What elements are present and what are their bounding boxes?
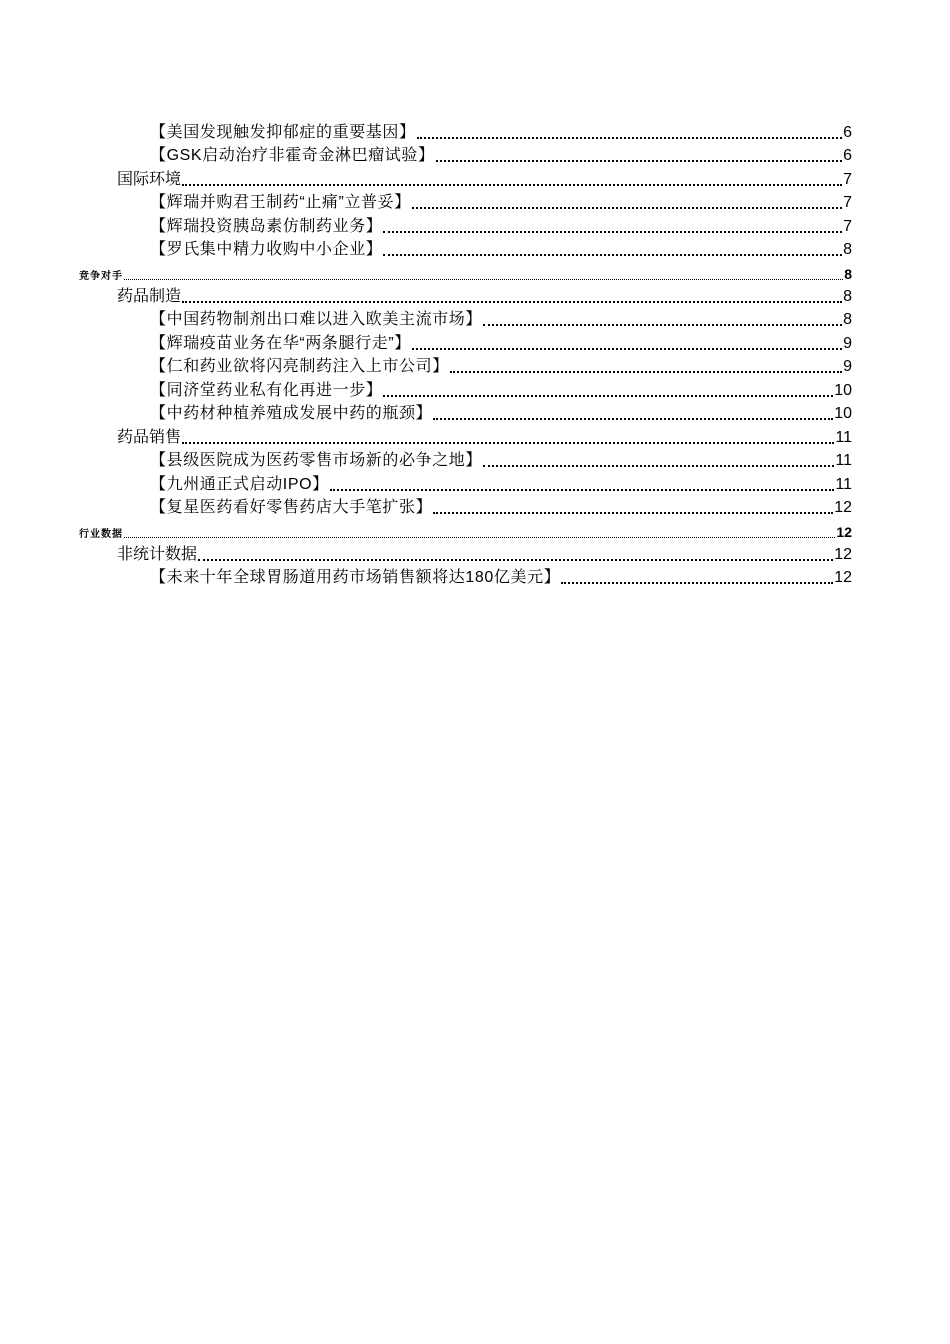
toc-chapter-entry[interactable] (0, 517, 950, 540)
toc-entry[interactable] (0, 236, 950, 260)
toc-section-title: 药品销售 (117, 428, 182, 446)
toc-dot-leader (198, 543, 833, 561)
toc-page-number: 10 (834, 405, 852, 422)
toc-entry[interactable] (0, 400, 950, 424)
toc-page-number: 12 (834, 545, 852, 563)
toc-dot-leader (124, 527, 835, 538)
toc-entry[interactable] (0, 470, 950, 494)
toc-chapter-entry[interactable] (0, 259, 950, 282)
toc-dot-leader (433, 496, 833, 514)
toc-entry[interactable] (0, 118, 950, 142)
table-of-contents (0, 118, 950, 587)
toc-page-number: 8 (843, 311, 852, 328)
toc-entry-title: 【美国发现触发抑郁症的重要基因】 (150, 123, 416, 141)
toc-page-number: 12 (834, 569, 852, 586)
toc-page-number: 6 (843, 123, 852, 141)
toc-section-title: 国际环境 (117, 170, 182, 188)
toc-section-entry[interactable] (0, 165, 950, 189)
toc-entry-title: 【罗氏集中精力收购中小企业】 (150, 241, 383, 258)
toc-dot-leader (383, 215, 842, 233)
toc-page-number: 11 (835, 428, 852, 446)
toc-page-number: 12 (836, 524, 852, 540)
toc-dot-leader (330, 473, 835, 491)
toc-page-number: 11 (835, 452, 852, 469)
toc-entry-title: 【辉瑞投资胰岛素仿制药业务】 (150, 217, 383, 235)
toc-page-number: 8 (843, 241, 852, 258)
toc-chapter-title: 竞争对手 (79, 271, 123, 282)
toc-entry[interactable] (0, 494, 950, 518)
toc-page-number: 7 (843, 217, 852, 235)
toc-section-title: 非统计数据 (117, 545, 198, 563)
toc-dot-leader (182, 285, 842, 303)
toc-dot-leader (450, 355, 842, 373)
toc-dot-leader (124, 269, 843, 280)
toc-entry-title: 【辉瑞疫苗业务在华“两条腿行走”】 (150, 334, 411, 352)
toc-entry-title: 【中药材种植养殖成发展中药的瓶颈】 (150, 405, 433, 422)
toc-dot-leader (383, 379, 833, 397)
toc-entry[interactable] (0, 353, 950, 377)
toc-dot-leader (483, 449, 834, 467)
toc-entry[interactable] (0, 306, 950, 330)
toc-dot-leader (483, 308, 842, 326)
toc-page-number: 12 (834, 499, 852, 516)
toc-dot-leader (182, 168, 842, 186)
toc-entry-title: 【同济堂药业私有化再进一步】 (150, 381, 383, 399)
toc-entry[interactable] (0, 142, 950, 166)
toc-entry-title: 【辉瑞并购君王制药“止痛”立普妥】 (150, 194, 411, 211)
toc-entry-title: 【九州通正式启动IPO】 (150, 475, 329, 493)
toc-entry[interactable] (0, 564, 950, 588)
toc-entry-title: 【县级医院成为医药零售市场新的必争之地】 (150, 452, 483, 469)
toc-page-number: 9 (843, 334, 852, 352)
toc-entry[interactable] (0, 329, 950, 353)
toc-entry-title: 【中国药物制剂出口难以进入欧美主流市场】 (150, 311, 483, 328)
toc-entry-title: 【复星医药看好零售药店大手笔扩张】 (150, 499, 433, 516)
toc-page-number: 7 (843, 194, 852, 211)
toc-dot-leader (182, 426, 834, 444)
toc-page-number: 7 (843, 170, 852, 188)
toc-entry-title: 【GSK启动治疗非霍奇金淋巴瘤试验】 (150, 147, 435, 164)
toc-entry[interactable] (0, 447, 950, 471)
toc-chapter-title: 行业数据 (79, 529, 123, 540)
toc-entry[interactable] (0, 189, 950, 213)
toc-entry[interactable] (0, 376, 950, 400)
toc-dot-leader (412, 332, 842, 350)
toc-entry[interactable] (0, 212, 950, 236)
toc-section-entry[interactable] (0, 540, 950, 564)
toc-section-entry[interactable] (0, 282, 950, 306)
toc-section-title: 药品制造 (117, 287, 182, 305)
toc-page-number: 9 (843, 358, 852, 375)
toc-page-number: 11 (835, 475, 852, 493)
toc-dot-leader (412, 191, 842, 209)
toc-section-entry[interactable] (0, 423, 950, 447)
toc-dot-leader (561, 566, 833, 584)
toc-page-number: 8 (843, 287, 852, 305)
toc-dot-leader (436, 144, 843, 162)
toc-entry-title: 【未来十年全球胃肠道用药市场销售额将达180亿美元】 (150, 569, 561, 586)
toc-page-number: 6 (843, 147, 852, 164)
toc-dot-leader (383, 238, 842, 256)
toc-dot-leader (433, 402, 833, 420)
toc-dot-leader (417, 121, 842, 139)
toc-page-number: 8 (844, 266, 852, 282)
toc-page-number: 10 (834, 381, 852, 399)
toc-entry-title: 【仁和药业欲将闪亮制药注入上市公司】 (150, 358, 449, 375)
